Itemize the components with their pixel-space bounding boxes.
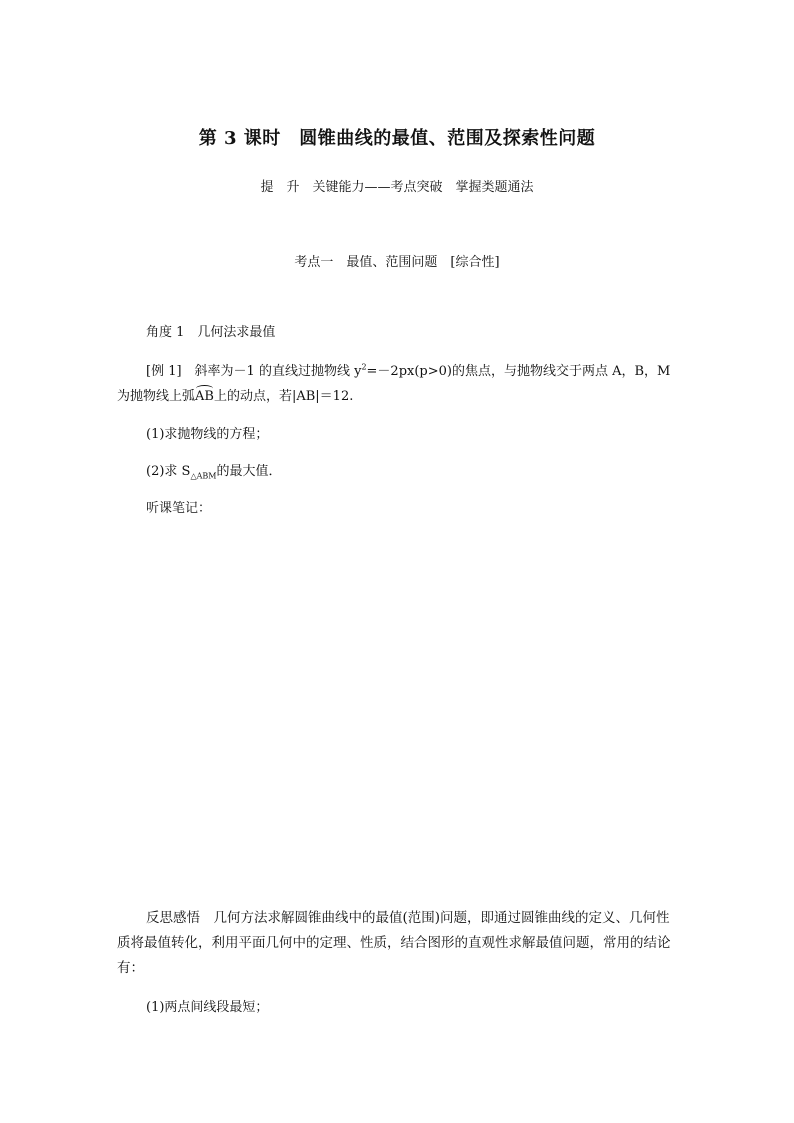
question-2-prefix: (2)求 S: [146, 464, 191, 479]
example-line-2: [117, 387, 353, 407]
notes-label: 听课笔记：: [146, 501, 212, 516]
angle-heading: 角度 1 几何法求最值: [146, 325, 276, 340]
lesson-subtitle: 提 升 关键能力——考点突破 掌握类题通法: [260, 180, 534, 195]
section-heading: 考点一 最值、范围问题 [综合性]: [294, 255, 500, 270]
conclusion-1: (1)两点间线段最短；: [146, 1000, 269, 1015]
triangle-subscript: △ABM: [190, 471, 217, 481]
example-text-c: 为抛物线上弧: [117, 389, 196, 404]
example-line-1: [146, 362, 670, 382]
example-text-a: [例 1] 斜率为－1 的直线过抛物线 y: [146, 364, 362, 379]
question-1: (1)求抛物线的方程；: [146, 427, 269, 442]
exponent: 2: [361, 362, 367, 372]
question-2: [146, 462, 281, 482]
example-text-b: =－2px(p>0)的焦点，与抛物线交于两点 A，B，M: [366, 364, 671, 379]
example-text-d: 上的动点，若|AB|＝12.: [213, 389, 354, 404]
question-2-suffix: 的最大值．: [216, 464, 282, 479]
arc-ab: AB: [195, 387, 214, 407]
lesson-title: 第 3 课时 圆锥曲线的最值、范围及探索性问题: [198, 128, 596, 149]
reflection-paragraph: 反思感悟 几何方法求解圆锥曲线中的最值(范围)问题，即通过圆锥曲线的定义、几何性质将最值转化，利用平面几何中的定理、性质，结合图形的直观性求解最值问题，常用的结论有：: [117, 910, 671, 976]
